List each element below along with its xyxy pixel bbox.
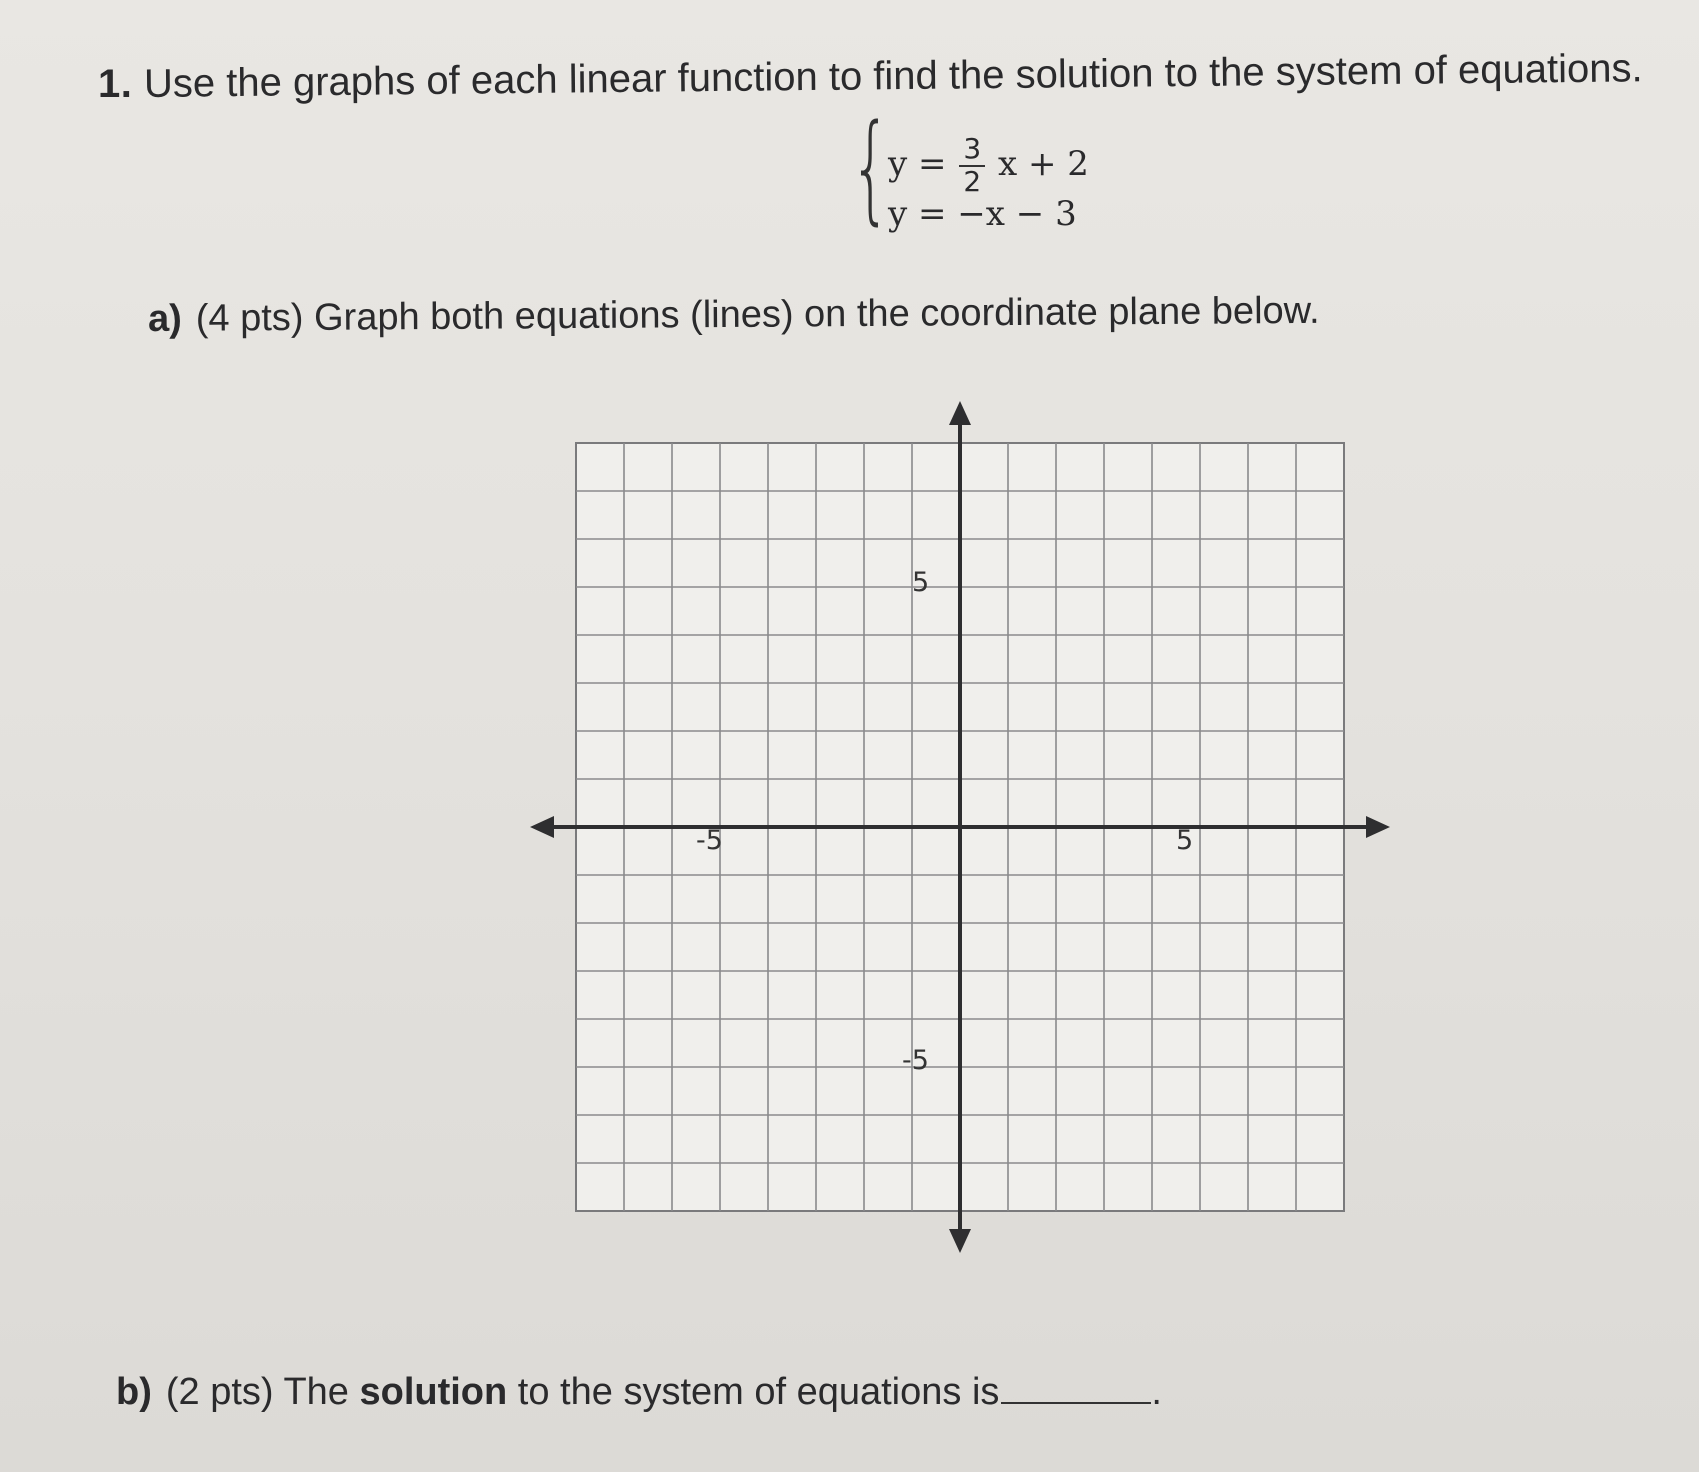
part-b-label: b) <box>116 1371 152 1413</box>
equation-system <box>850 98 1090 242</box>
part-b <box>116 1368 1162 1414</box>
fraction <box>959 134 985 198</box>
equation-2: y = −x − 3 <box>888 194 1077 234</box>
question-text: Use the graphs of each linear function to find the solution to the system of equations. <box>143 46 1643 106</box>
coordinate-plane[interactable] <box>520 395 1400 1275</box>
x-tick-label-negative: -5 <box>696 825 723 856</box>
y-tick-label-negative: -5 <box>902 1045 929 1076</box>
part-b-text-before: (2 pts) The <box>165 1371 360 1413</box>
y-axis-arrow-up <box>949 401 971 425</box>
part-b-bold: solution <box>359 1371 508 1413</box>
part-b-text-after: to the system of equations is <box>507 1371 1000 1413</box>
fraction-denominator: 2 <box>963 164 982 198</box>
part-b-end: . <box>1151 1371 1162 1413</box>
answer-blank[interactable] <box>1001 1368 1151 1404</box>
fraction-numerator: 3 <box>959 134 985 167</box>
left-brace: { <box>850 98 892 236</box>
x-tick-label-positive: 5 <box>1176 825 1194 856</box>
part-a-text: (4 pts) Graph both equations (lines) on the coordinate plane below. <box>195 289 1320 340</box>
coordinate-grid[interactable] <box>520 395 1400 1275</box>
x-axis-arrow-left <box>530 816 554 838</box>
equation-1-lhs: y = <box>888 143 947 184</box>
question-number: 1. <box>98 62 133 106</box>
y-axis-arrow-down <box>949 1229 971 1253</box>
x-axis-arrow-right <box>1366 816 1390 838</box>
part-a <box>148 290 1320 341</box>
part-a-label: a) <box>147 297 182 340</box>
equation-1-rest: x + 2 <box>997 143 1089 184</box>
y-tick-label-positive: 5 <box>912 567 930 598</box>
equation-1 <box>888 134 1089 198</box>
